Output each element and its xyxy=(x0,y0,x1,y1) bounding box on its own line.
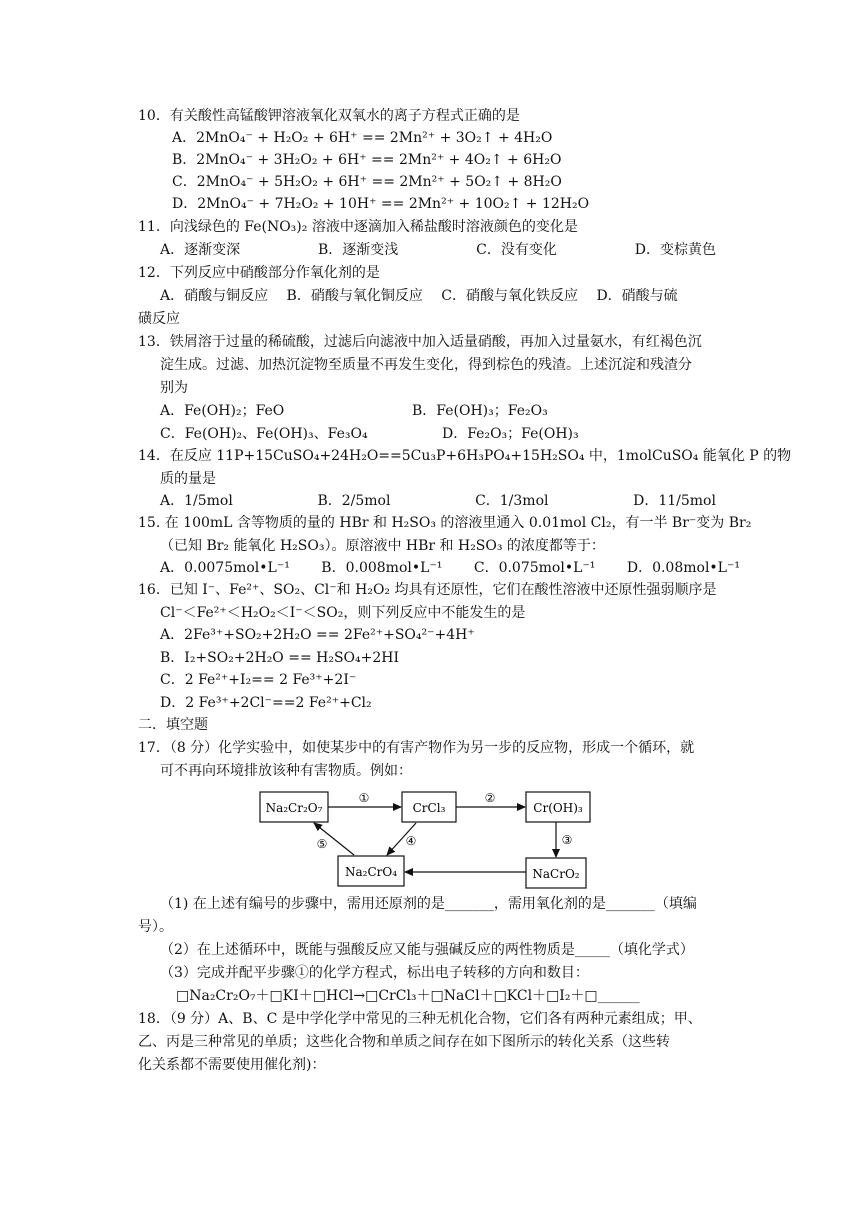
q11-stem: 11．向浅绿色的 Fe(NO₃)₂ 溶液中逐滴加入稀盐酸时溶液颜色的变化是 xyxy=(138,219,578,235)
q14-options xyxy=(160,491,716,511)
section-title-fill-in: 二．填空题 xyxy=(138,717,208,733)
q17-sub3: （3）完成并配平步骤①的化学方程式，标出电子转移的方向和数目： xyxy=(160,965,589,981)
q14-stem-line1: 14．在反应 11P+15CuSO₄+24H₂O==5Cu₃P+6H₃PO₄+15H₂SO₄ 中，1molCuSO₄ 能氧化 P 的物 xyxy=(138,448,792,464)
q10-stem: 10．有关酸性高锰酸钾溶液氧化双氧水的离子方程式正确的是 xyxy=(138,108,520,124)
step-label-1: ① xyxy=(358,791,370,805)
chromium-cycle-diagram xyxy=(250,786,610,894)
q14-option-b: B．2/5mol xyxy=(317,493,391,509)
step-label-4: ④ xyxy=(405,834,417,848)
node-label-nacro2: NaCrO₂ xyxy=(532,867,580,881)
step-label-3: ③ xyxy=(561,833,573,847)
q14-option-a: A．1/5mol xyxy=(160,493,233,509)
q12-stem: 12．下列反应中硝酸部分作氧化剂的是 xyxy=(138,265,380,281)
q15-option-a: A．0.0075mol•L⁻¹ xyxy=(160,560,290,576)
q15-options xyxy=(160,558,740,578)
q10-option-c: C．2MnO₄⁻ + 5H₂O₂ + 6H⁺ == 2Mn²⁺ + 5O₂↑ + 8H₂O xyxy=(172,174,562,190)
q15-stem-line2: （已知 Br₂ 能氧化 H₂SO₃）。原溶液中 HBr 和 H₂SO₃ 的浓度都等于： xyxy=(160,538,605,554)
q17-stem-line1: 17．（8 分）化学实验中，如使某步中的有害产物作为另一步的反应物，形成一个循环，就 xyxy=(138,740,695,756)
q13-option-c: C．Fe(OH)₂、Fe(OH)₃、Fe₃O₄ xyxy=(160,426,368,442)
q13-options-row2 xyxy=(160,424,700,444)
q15-stem-line1: 15. 在 100mL 含等物质的量的 HBr 和 H₂SO₃ 的溶液里通入 0.01mol Cl₂，有一半 Br⁻变为 Br₂ xyxy=(138,515,752,531)
q13-stem-line1: 13．铁屑溶于过量的稀硫酸，过滤后向滤液中加入适量硝酸，再加入过量氨水，有红褐色沉 xyxy=(138,334,702,350)
q16-option-b: B．I₂+SO₂+2H₂O == H₂SO₄+2HI xyxy=(160,650,400,666)
q13-option-d: D．Fe₂O₃；Fe(OH)₃ xyxy=(442,426,579,442)
q10-option-a: A．2MnO₄⁻ + H₂O₂ + 6H⁺ == 2Mn²⁺ + 3O₂↑ + 4H₂O xyxy=(172,130,553,146)
q13-options-row1 xyxy=(160,401,700,421)
node-label-croh3: Cr(OH)₃ xyxy=(533,801,583,815)
q15-option-b: B．0.008mol•L⁻¹ xyxy=(321,560,443,576)
q13-option-b: B．Fe(OH)₃；Fe₂O₃ xyxy=(412,403,548,419)
q16-stem-line1: 16．已知 I⁻、Fe²⁺、SO₂、Cl⁻和 H₂O₂ 均具有还原性，它们在酸性溶液中还原性强弱顺序是 xyxy=(138,582,717,598)
node-label-na2cr2o7: Na₂Cr₂O₇ xyxy=(265,801,323,815)
q12-options-line1: A．硝酸与铜反应 B．硝酸与氧化铜反应 C．硝酸与氧化铁反应 D．硝酸与硫 xyxy=(160,288,678,304)
q17-equation: □Na₂Cr₂O₇＋□KI＋□HCl→□CrCl₃＋□NaCl＋□KCl＋□I₂＋□______ xyxy=(176,988,640,1004)
q11-options xyxy=(160,240,716,260)
q10-option-d: D．2MnO₄⁻ + 7H₂O₂ + 10H⁺ == 2Mn²⁺ + 10O₂↑ + 12H₂O xyxy=(172,196,590,212)
q14-stem-line2: 质的量是 xyxy=(160,471,216,487)
q15-option-d: D．0.08mol•L⁻¹ xyxy=(626,560,740,576)
q15-option-c: C．0.075mol•L⁻¹ xyxy=(473,560,596,576)
q14-option-c: C．1/3mol xyxy=(475,493,549,509)
q17-sub1-line1: （1) 在上述有编号的步骤中，需用还原剂的是_______，需用氧化剂的是_______（填编 xyxy=(160,896,697,912)
q17-sub1-line2: 号）。 xyxy=(138,919,173,935)
q18-line2: 乙、丙是三种常见的单质；这些化合物和单质之间存在如下图所示的转化关系（这些转 xyxy=(138,1034,670,1050)
step-label-2: ② xyxy=(484,791,496,805)
q18-line3: 化关系都不需要使用催化剂)： xyxy=(138,1057,326,1073)
q18-line1: 18．（9 分）A、B、C 是中学化学中常见的三种无机化合物，它们各有两种元素组成；甲、 xyxy=(138,1011,702,1027)
q13-stem-line2: 淀生成。过滤、加热沉淀物至质量不再发生变化，得到棕色的残渣。上述沉淀和残渣分 xyxy=(160,357,692,373)
q16-option-c: C．2 Fe²⁺+I₂== 2 Fe³⁺+2I⁻ xyxy=(160,672,357,688)
q13-option-a: A．Fe(OH)₂；FeO xyxy=(160,403,285,419)
q16-option-d: D．2 Fe³⁺+2Cl⁻==2 Fe²⁺+Cl₂ xyxy=(160,695,372,711)
step-label-5: ⑤ xyxy=(316,837,328,851)
q17-stem-line2: 可不再向环境排放该种有害物质。例如： xyxy=(160,763,412,779)
q16-stem-line2: Cl⁻＜Fe²⁺＜H₂O₂＜I⁻＜SO₂，则下列反应中不能发生的是 xyxy=(160,605,526,621)
q16-option-a: A．2Fe³⁺+SO₂+2H₂O == 2Fe²⁺+SO₄²⁻+4H⁺ xyxy=(160,627,475,643)
q11-option-d: D．变棕黄色 xyxy=(634,242,716,258)
q11-option-b: B．逐渐变浅 xyxy=(318,242,399,258)
q12-options-line2: 磺反应 xyxy=(138,311,180,327)
q11-option-a: A．逐渐变深 xyxy=(160,242,241,258)
q10-option-b: B．2MnO₄⁻ + 3H₂O₂ + 6H⁺ == 2Mn²⁺ + 4O₂↑ + 6H₂O xyxy=(172,152,562,168)
node-label-crcl3: CrCl₃ xyxy=(412,801,446,815)
q13-stem-line3: 别为 xyxy=(160,380,188,396)
node-label-na2cro4: Na₂CrO₄ xyxy=(344,865,398,879)
q14-option-d: D．11/5mol xyxy=(633,493,716,509)
q11-option-c: C．没有变化 xyxy=(476,242,557,258)
q17-sub2: （2）在上述循环中，既能与强酸反应又能与强碱反应的两性物质是_____（填化学式） xyxy=(160,942,694,958)
